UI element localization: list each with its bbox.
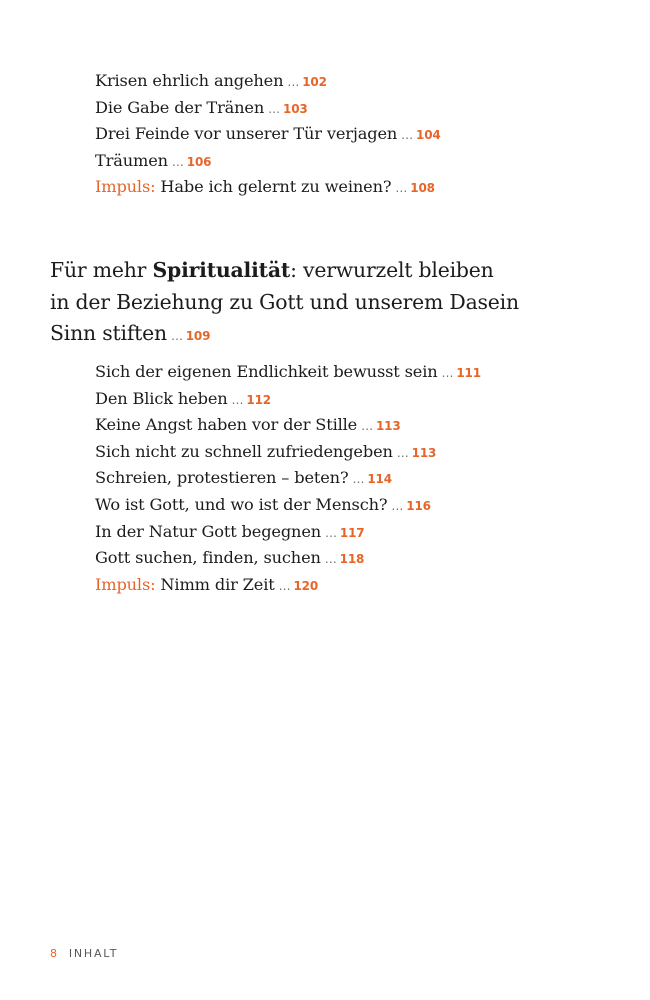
toc-page-number: 108	[410, 181, 435, 196]
toc-entry-title: Keine Angst haben vor der Stille	[95, 415, 358, 435]
impuls-label: Impuls:	[95, 574, 156, 594]
toc-entry-title: Sich der eigenen Endlichkeit bewusst sein	[95, 362, 438, 381]
toc-leader-dots: …	[171, 154, 184, 169]
toc-page-number: 106	[186, 154, 212, 169]
toc-entry[interactable]	[95, 68, 441, 95]
toc-entry[interactable]	[95, 465, 481, 492]
toc-list-crisis	[95, 68, 441, 201]
toc-page-number: 113	[375, 419, 401, 434]
toc-entry[interactable]	[95, 519, 481, 546]
toc-page-number: 113	[411, 445, 437, 460]
toc-leader-dots: …	[287, 75, 300, 89]
toc-list-spirituality	[95, 359, 481, 598]
toc-entry[interactable]	[95, 359, 481, 386]
toc-leader-dots: …	[324, 552, 337, 567]
toc-leader-dots: …	[278, 578, 291, 593]
toc-entry-title: Nimm dir Zeit	[160, 574, 275, 594]
toc-page-number: 112	[246, 392, 271, 407]
toc-page-number: 117	[339, 525, 365, 540]
toc-leader-dots: …	[325, 525, 337, 540]
toc-page-number: 116	[406, 498, 431, 513]
toc-entry-title: Träumen	[95, 150, 168, 170]
footer-page-number: 8	[50, 947, 59, 960]
toc-entry-title: Schreien, protestieren – beten?	[95, 468, 349, 488]
heading-rest-text: : verwurzelt bleiben	[290, 258, 494, 282]
toc-page-number: 102	[302, 75, 327, 89]
toc-entry[interactable]	[95, 148, 441, 175]
toc-entry-title: Gott suchen, finden, suchen	[95, 548, 321, 568]
toc-leader-dots: …	[391, 498, 404, 513]
toc-entry-title: Die Gabe der Tränen	[95, 97, 265, 117]
toc-leader-dots: …	[170, 329, 183, 343]
heading-line-3-text: Sinn stiften	[50, 321, 167, 345]
toc-page-number: 118	[339, 552, 365, 567]
toc-leader-dots: …	[231, 392, 244, 407]
toc-entry-title: Wo ist Gott, und wo ist der Mensch?	[95, 494, 388, 514]
section-heading-line-2: in der Beziehung zu Gott und unserem Dasein	[50, 289, 519, 314]
toc-page-number: 114	[367, 472, 392, 487]
toc-entry[interactable]	[95, 439, 481, 466]
toc-entry-impuls[interactable]	[95, 174, 441, 201]
toc-page-number: 104	[416, 128, 441, 143]
toc-leader-dots: …	[396, 445, 409, 460]
section-heading-line-3	[50, 318, 610, 353]
toc-leader-dots: …	[441, 366, 454, 380]
page-footer	[50, 946, 118, 962]
toc-entry[interactable]	[95, 386, 481, 413]
toc-leader-dots: …	[395, 181, 408, 196]
toc-page-number: 111	[456, 366, 481, 380]
toc-entry[interactable]	[95, 95, 441, 122]
toc-leader-dots: …	[401, 128, 414, 143]
toc-leader-dots: …	[268, 101, 281, 116]
heading-lead-text: Für mehr	[50, 258, 153, 282]
heading-bold-text: Spiritualität	[152, 258, 291, 282]
toc-entry-title: In der Natur Gott begegnen	[95, 521, 322, 541]
impuls-label: Impuls:	[95, 177, 156, 197]
toc-leader-dots: …	[352, 472, 365, 487]
footer-section-label: INHALT	[68, 947, 119, 960]
section-page-number: 109	[185, 329, 211, 343]
toc-entry[interactable]	[95, 412, 481, 439]
toc-entry[interactable]	[95, 545, 481, 572]
toc-page-number: 103	[283, 101, 308, 116]
toc-entry-impuls[interactable]	[95, 572, 481, 599]
toc-leader-dots: …	[361, 419, 373, 434]
toc-entry-title: Drei Feinde vor unserer Tür verjagen	[95, 124, 398, 144]
toc-entry-title: Krisen ehrlich angehen	[95, 71, 284, 90]
toc-entry[interactable]	[95, 121, 441, 148]
toc-page-number: 120	[293, 578, 319, 593]
section-heading-line-1	[50, 255, 610, 287]
toc-entry[interactable]	[95, 492, 481, 519]
toc-entry-title: Den Blick heben	[95, 388, 228, 408]
toc-entry-title: Habe ich gelernt zu weinen?	[160, 177, 392, 197]
section-heading[interactable]	[50, 255, 610, 353]
toc-entry-title: Sich nicht zu schnell zufriedengeben	[95, 441, 393, 461]
